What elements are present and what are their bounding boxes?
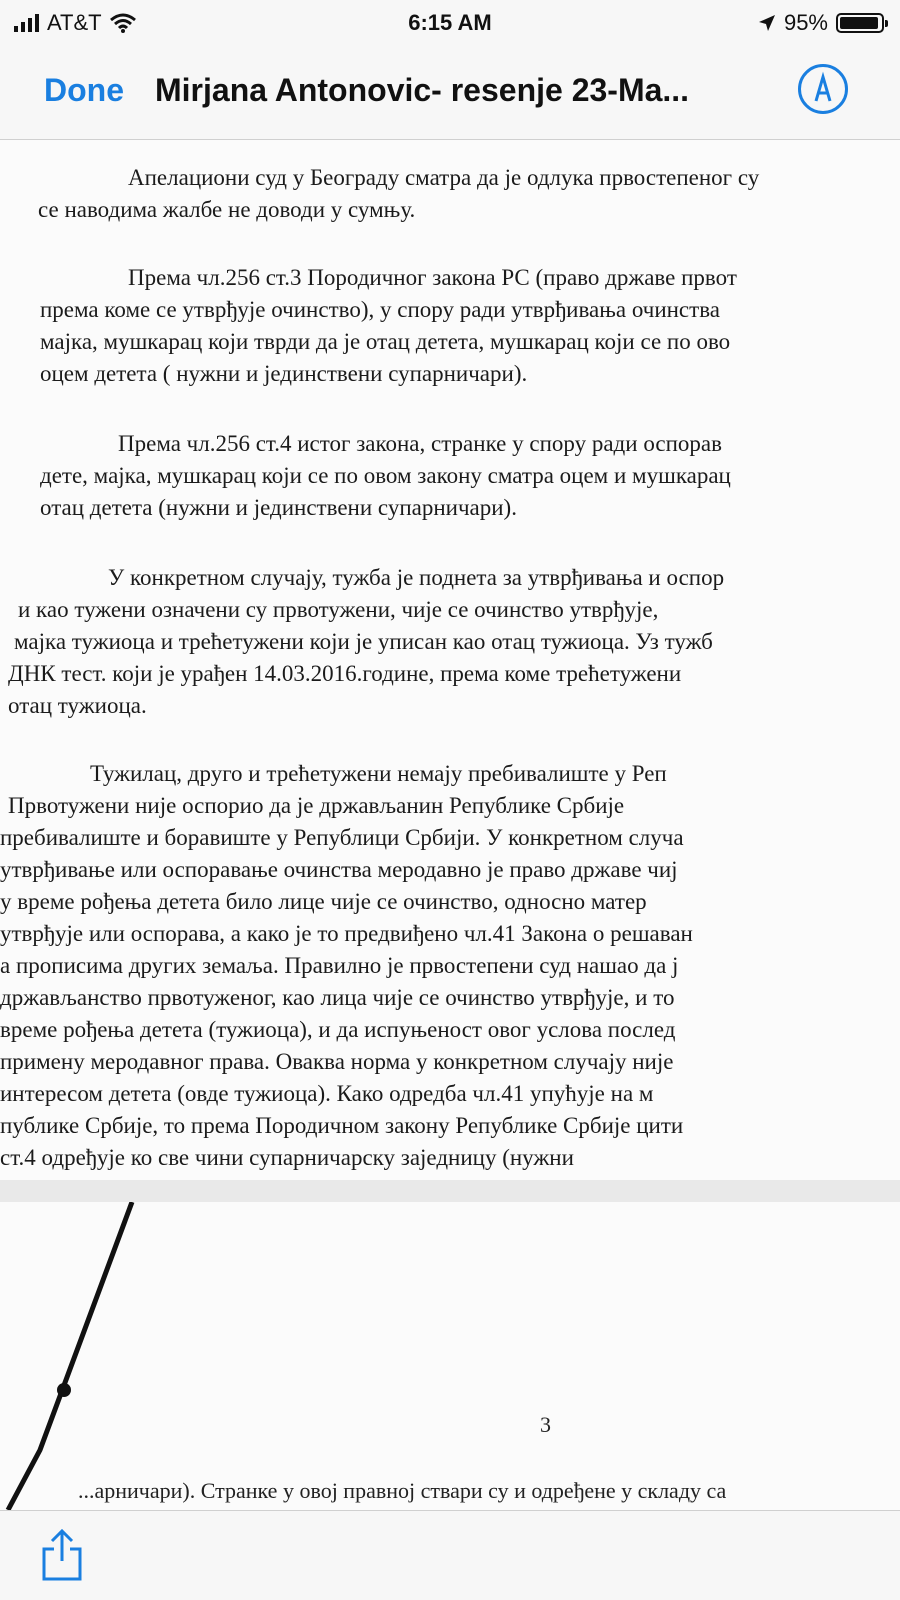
carrier-label: AT&T xyxy=(47,10,102,35)
document-line: Апелациони суд у Београду сматра да је одлука првостепеног су xyxy=(128,165,760,190)
document-line: мајка тужиоца и трећетужени који је уписан као отац тужиоца. Уз тужб xyxy=(14,629,713,654)
document-line: У конкретном случају, тужба је поднета за утврђивања и оспор xyxy=(108,565,725,590)
document-paragraph xyxy=(0,162,900,226)
document-line: утврђује или оспорава, а како је то предвиђено чл.41 Закона о решаван xyxy=(0,921,693,946)
page2-first-line: ...арничари). Странке у овој правној ствари су и одређене у складу са xyxy=(78,1478,727,1503)
document-paragraph xyxy=(0,262,900,390)
document-line: Првотужени није оспорио да је држављанин Републике Србије xyxy=(8,793,625,818)
document-line: у време рођења детета било лице чије се очинство, односно матер xyxy=(0,889,647,914)
document-paragraph xyxy=(0,758,900,1174)
document-line: Према чл.256 ст.4 истог закона, странке у спору ради оспорав xyxy=(118,431,722,456)
document-line: држављанство првотуженог, као лица чије се очинство утврђује, и то xyxy=(0,985,675,1010)
battery-icon xyxy=(836,13,884,33)
document-line: отац тужиоца. xyxy=(8,693,147,718)
battery-fill xyxy=(840,17,878,29)
document-page[interactable] xyxy=(0,140,900,1180)
markup-pen-icon[interactable] xyxy=(798,64,848,114)
done-button[interactable]: Done xyxy=(44,72,124,108)
document-line: оцем детета ( нужни и јединствени супарничари). xyxy=(40,361,528,386)
document-line: ДНК тест. који је урађен 14.03.2016.године, према коме трећетужени xyxy=(8,661,682,686)
page-separator xyxy=(0,1180,900,1202)
page-number: 3 xyxy=(540,1412,551,1437)
document-line: интересом детета (овде тужиоца). Како одредба чл.41 упућује на м xyxy=(0,1081,654,1106)
share-icon[interactable] xyxy=(40,1529,84,1581)
nav-bar xyxy=(0,48,900,140)
document-line: утврђивање или оспоравање очинства меродавно је право државе чиј xyxy=(0,857,678,882)
status-bar xyxy=(0,0,900,48)
document-line: дете, мајка, мушкарац који се по овом закону сматра оцем и мушкарац xyxy=(40,463,731,488)
document-line: време рођења детета (тужиоца), и да испуњеност овог услова послед xyxy=(0,1017,676,1042)
location-arrow-icon xyxy=(758,14,776,32)
clock: 6:15 AM xyxy=(408,10,492,35)
document-paragraph xyxy=(0,562,900,722)
document-line: мајка, мушкарац који тврди да је отац детета, мушкарац који се по ово xyxy=(40,329,731,354)
battery-percent: 95% xyxy=(783,10,828,35)
document-line: публике Србије, то према Породичном закону Републике Србије цити xyxy=(0,1113,684,1138)
document-line: према коме се утврђује очинство), у спору ради утврђивања очинства xyxy=(40,297,720,322)
document-line: и као тужени означени су првотужени, чије се очинство утврђује, xyxy=(18,597,659,622)
document-line: а прописима других земаља. Правилно је првостепени суд нашао да ј xyxy=(0,953,679,978)
status-right xyxy=(758,10,884,36)
document-paragraph xyxy=(0,428,900,524)
document-page-2[interactable] xyxy=(0,1202,900,1510)
document-line: Према чл.256 ст.3 Породичног закона РС (право државе првот xyxy=(128,265,737,290)
document-line: примену меродавног права. Оваква норма у конкретном случају није xyxy=(0,1049,674,1074)
bottom-toolbar xyxy=(0,1510,900,1600)
document-line: ст.4 одређује ко све чини супарничарску заједницу (нужни xyxy=(0,1145,574,1170)
document-title: Mirjana Antonovic- resenje 23-Ma... xyxy=(155,72,690,108)
document-line: отац детета (нужни и јединствени супарничари). xyxy=(40,495,517,520)
stamp-stroke xyxy=(0,1202,160,1510)
document-line: се наводима жалбе не доводи у сумњу. xyxy=(38,197,416,222)
document-line: пребивалиште и боравиште у Републици Србији. У конкретном случа xyxy=(0,825,684,850)
document-line: Тужилац, друго и трећетужени немају пребивалиште у Реп xyxy=(90,761,667,786)
